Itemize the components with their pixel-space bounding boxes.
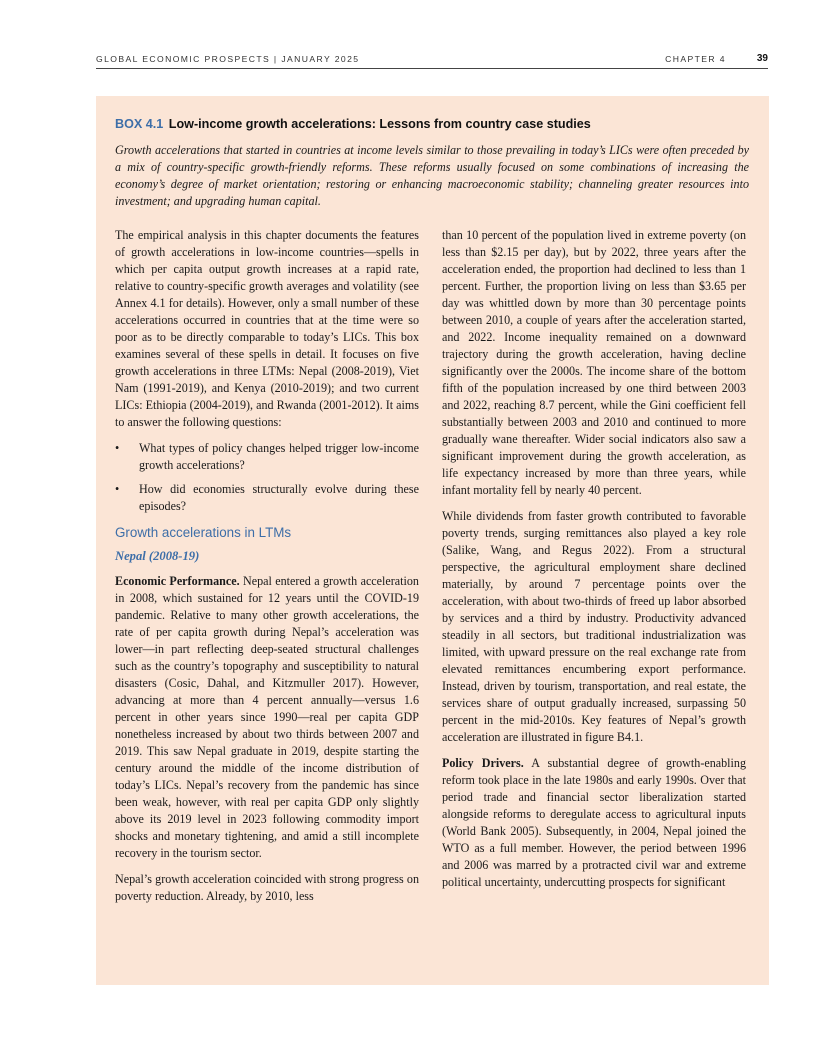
- box-intro: Growth accelerations that started in countries at income levels similar to those prevailing in today’s LICs were often preceded by a mix of country-specific growth-friendly reforms. These reforms usually focused on some combinations of increasing the economy’s degree of market orientation; restoring or enhancing macroeconomic stability; channeling greater resources into investment; and upgrading human capital.: [115, 143, 749, 208]
- subsection-heading: Nepal (2008-19): [115, 549, 200, 563]
- box-4-1: [96, 96, 769, 985]
- box-number: BOX 4.1: [115, 117, 164, 131]
- paragraph: Policy Drivers. A substantial degree of growth-enabling reform took place in the late 1980s and early 1990s. Over that period trade and financial sector liberalization started alongside reforms to deregulate access to agricultural inputs (World Bank 2005). Subsequently, in 2004, Nepal joined the WTO as a full member. However, the period between 1996 and 2006 was marred by a protracted civil war and extreme political uncertainty, undercutting prospects for significant: [442, 756, 746, 889]
- section-heading: Growth accelerations in LTMs: [115, 525, 292, 540]
- header-rule: [96, 68, 768, 69]
- left-column: [115, 227, 419, 914]
- chapter-label: CHAPTER 4: [665, 54, 726, 64]
- paragraph: The empirical analysis in this chapter documents the features of growth accelerations in low-income countries—spells in which per capita output growth increases at a rapid rate, relative to country-specific growth averages and volatility (see Annex 4.1 for details). However, only a small number of these accelerations occurred in countries that at the time were so poor as to be directly comparable to today’s LICs. This box examines several of these spells in detail. It focuses on five growth accelerations in three LTMs: Nepal (2008-2019), Viet Nam (1991-2019), and Kenya (2010-2019); and two current LICs: Ethiopia (2004-2019), and Rwanda (2001-2012). It aims to answer the following questions:: [115, 228, 419, 429]
- bullet-icon: •: [115, 441, 120, 455]
- question-list: [115, 440, 419, 515]
- paragraph: Economic Performance. Nepal entered a growth acceleration in 2008, which sustained for 12 years until the COVID-19 pandemic. Relative to many other growth accelerations, the rate of per capita growth during Nepal’s acceleration was lower—in part reflecting deep-seated structural challenges such as the country’s topography and susceptibility to natural disasters (Cosic, Dahal, and Kitzmuller 2017). However, advancing at more than 4 percent annually—versus 1.6 percent in other years since 1990—real per capita GDP nonetheless increased by about two thirds between 2007 and 2019. This saw Nepal graduate in 2019, despite starting the century around the middle of the income distribution of today’s LICs. Nepal’s recovery from the pandemic has since been weak, however, with real per capita GDP only slightly above its 2019 level in 2023 following commodity import shocks and monetary tightening, and amid a still incomplete recovery in the tourism sector.: [115, 574, 419, 860]
- list-item: • What types of policy changes helped trigger low-income growth accelerations?: [115, 441, 419, 472]
- paragraph: Nepal’s growth acceleration coincided with strong progress on poverty reduction. Already, by 2010, less: [115, 872, 419, 903]
- publication-title: GLOBAL ECONOMIC PROSPECTS | JANUARY 2025: [96, 54, 360, 64]
- paragraph: than 10 percent of the population lived in extreme poverty (on less than $2.15 per day), but by 2022, three years after the acceleration ended, the proportion had declined to less than 1 percent. Further, the proportion living on less than $3.65 per day was whittled down by more than 30 percentage points between 2010, a couple of years after the acceleration started, and 2022. Income inequality remained on a downward trajectory during the growth acceleration, having decline significantly over the 2000s. The income share of the bottom fifth of the population increased by one third between 2003 and 2022, reaching 8.7 percent, while the Gini coefficient fell substantially between 2003 and 2010 and continued to more gradually wane thereafter. Wider social indicators also saw a significant improvement during the growth acceleration, as life expectancy increased by more than three years, while infant mortality fell by nearly 40 percent.: [442, 228, 746, 497]
- page-header: [96, 54, 768, 68]
- paragraph-lead: Policy Drivers.: [442, 756, 524, 770]
- paragraph: While dividends from faster growth contributed to favorable poverty trends, surging remittances also played a key role (Salike, Wang, and Regus 2022). From a structural perspective, the agricultural employment share declined materially, by around 7 percentage points over the acceleration, with about two-thirds of freed up labor absorbed by services and a third by industry. Productivity advanced steadily in all sectors, but traditional industrialization was limited, with upward pressure on the real exchange rate from elevated remittances encumbering export performance. Instead, driven by tourism, transportation, and real estate, the services share of output gradually increased, surpassing 50 percent in the mid-2010s. Key features of Nepal’s growth acceleration are illustrated in figure B4.1.: [442, 509, 746, 744]
- page-number: 39: [756, 53, 768, 64]
- paragraph-lead: Economic Performance.: [115, 574, 240, 588]
- box-title: [115, 117, 755, 131]
- bullet-icon: •: [115, 482, 120, 496]
- box-title-text: Low-income growth accelerations: Lessons from country case studies: [168, 117, 591, 131]
- list-item: • How did economies structurally evolve during these episodes?: [115, 482, 419, 513]
- right-column: [442, 227, 746, 900]
